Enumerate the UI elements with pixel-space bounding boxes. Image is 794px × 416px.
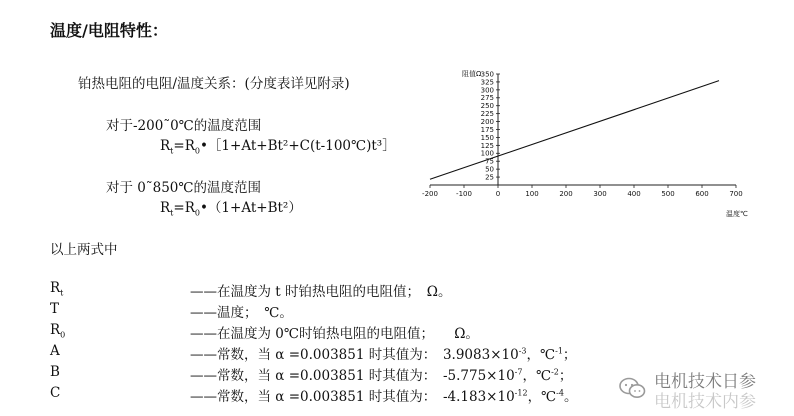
wechat-icon <box>618 376 648 400</box>
formula-lhs-sub: t <box>170 146 174 156</box>
y-tick-label: 125 <box>480 141 494 150</box>
y-tick-label: 250 <box>480 102 494 111</box>
x-tick-label: 500 <box>661 190 675 198</box>
x-tick-label: 300 <box>593 190 607 198</box>
y-tick-label: 225 <box>480 110 494 119</box>
def-symbol: $R_0$ <box>50 322 66 340</box>
def-description: ——在温度为 0℃时铂热电阻的电阻值； Ω。 <box>190 326 479 342</box>
y-tick-label: 300 <box>480 86 494 95</box>
def-description: ——常数，当 α =0.003851 时其值为： $-5.775\times 10^{-7}$，℃$^{-2}$； <box>190 367 573 384</box>
def-description: ——常数，当 α =0.003851 时其值为： $-4.183\times 10^{-12}$，℃$^{-4}$。 <box>190 388 578 405</box>
formula-lhs: R <box>160 138 171 154</box>
formula-eq-sub: 0 <box>194 146 200 156</box>
formula-lhs: R <box>160 200 171 216</box>
chart-ylabel: 阻值Ω <box>462 70 482 78</box>
intro-text: 铂热电阻的电阻/温度关系：(分度表详见附录) <box>78 76 350 92</box>
def-symbol: C <box>50 385 61 401</box>
def-description: ——常数，当 α =0.003851 时其值为： $3.9083\times 10^{-3}$，℃$^{-1}$； <box>190 346 577 363</box>
formula-eq-sub: 0 <box>194 208 200 218</box>
range2-label: 对于 0˜850℃的温度范围 <box>106 180 261 196</box>
both-text: 以上两式中 <box>50 242 118 258</box>
page-title: 温度/电阻特性： <box>50 21 168 40</box>
resistance-temperature-chart <box>418 68 758 218</box>
formula-rhs: •［1+At+Bt²+C(t-100℃)t³］ <box>199 138 396 154</box>
formula-lhs-sub: t <box>170 208 174 218</box>
def-symbol: T <box>50 301 60 317</box>
def-symbol: A <box>50 343 60 359</box>
def-description: ——在温度为 t 时铂热电阻的电阻值； Ω。 <box>190 284 452 300</box>
range2-formula <box>160 196 302 218</box>
y-tick-label: 25 <box>485 173 494 182</box>
series-line <box>430 81 719 180</box>
y-tick-label: 200 <box>480 117 494 126</box>
x-tick-label: 400 <box>627 190 641 198</box>
y-tick-label: 100 <box>480 149 494 158</box>
y-tick-label: 75 <box>485 157 494 166</box>
formula-eq: =R <box>173 138 195 154</box>
formula-eq: =R <box>173 200 195 216</box>
x-tick-label: -200 <box>422 190 438 198</box>
chart-lines <box>430 81 719 180</box>
chart-xlabel: 温度℃ <box>726 210 748 218</box>
def-symbol: B <box>50 364 60 380</box>
y-tick-label: 350 <box>480 70 494 79</box>
formula-rhs: •（1+At+Bt²） <box>199 200 302 216</box>
y-tick-label: 275 <box>480 94 494 103</box>
watermark-line2: 电机技术内参 <box>654 392 756 412</box>
x-tick-label: 100 <box>525 190 539 198</box>
y-tick-label: 150 <box>480 133 494 142</box>
range1-formula <box>160 134 396 156</box>
x-tick-label: 200 <box>559 190 573 198</box>
x-tick-label: 600 <box>695 190 709 198</box>
x-tick-label: -100 <box>456 190 472 198</box>
watermark <box>618 370 788 414</box>
x-tick-label: 0 <box>495 190 501 198</box>
watermark-line1: 电机技术日参 <box>654 372 756 392</box>
def-symbol: $R_t$ <box>50 280 64 298</box>
y-tick-label: 175 <box>480 125 494 134</box>
def-description: ——温度； ℃。 <box>190 305 293 321</box>
y-tick-label: 325 <box>480 78 494 87</box>
x-tick-label: 700 <box>729 190 743 198</box>
y-tick-label: 50 <box>485 165 494 174</box>
range1-label: 对于-200˜0℃的温度范围 <box>106 118 262 134</box>
